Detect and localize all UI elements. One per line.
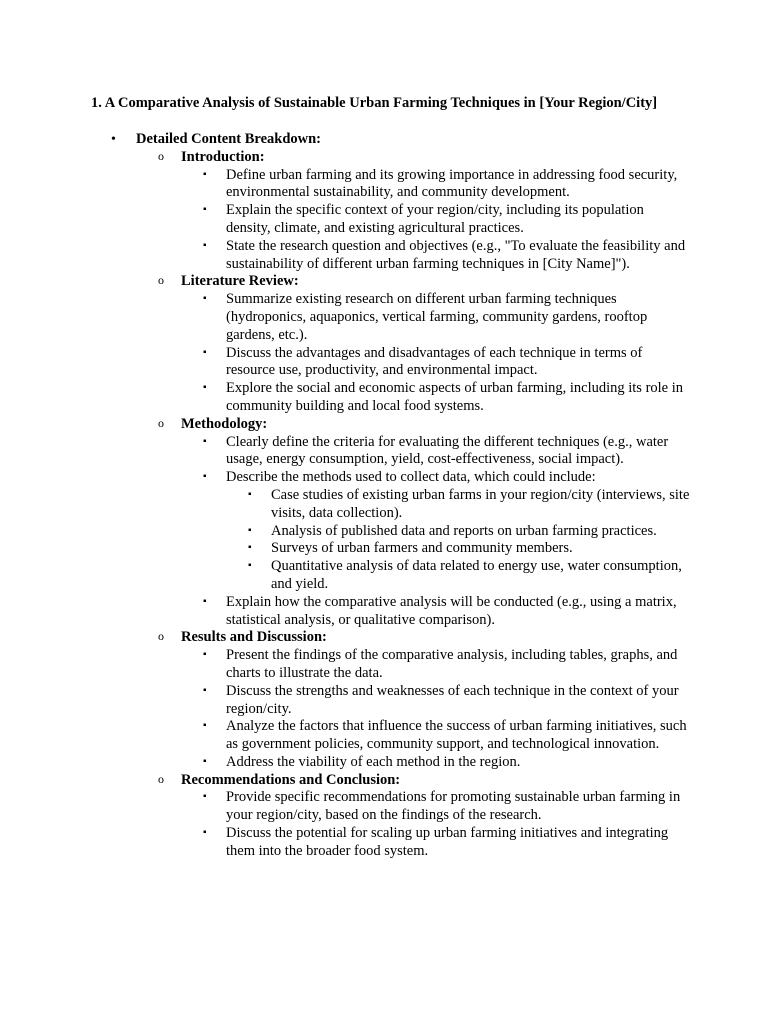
list-item bbox=[181, 291, 691, 344]
sections-list bbox=[136, 149, 691, 861]
list-item-text: Explain how the comparative analysis will be conducted (e.g., using a matrix, statistical analysis, or qualitative comparison). bbox=[226, 593, 677, 628]
list-item bbox=[181, 238, 691, 274]
square-bullet-icon: ▪ bbox=[203, 382, 207, 394]
square-bullet-icon: ▪ bbox=[203, 595, 207, 607]
document-title: 1. A Comparative Analysis of Sustainable Urban Farming Techniques in [Your Region/City] bbox=[91, 95, 658, 111]
square-bullet-icon: ▪ bbox=[203, 684, 207, 696]
square-bullet-icon: ▪ bbox=[248, 560, 252, 572]
list-item-text: Discuss the potential for scaling up urban farming initiatives and integrating them into the broader food system. bbox=[226, 825, 669, 859]
section-heading: Results and Discussion: bbox=[181, 629, 327, 646]
section-item bbox=[136, 149, 691, 274]
square-bullet-icon: ▪ bbox=[203, 346, 207, 358]
list-item-text: Address the viability of each method in the region. bbox=[226, 753, 521, 770]
list-item-text: Define urban farming and its growing importance in addressing food security, environmental sustainability, and community development. bbox=[226, 166, 678, 201]
sub-list-item-text: Case studies of existing urban farms in your region/city (interviews, site visits, data collection). bbox=[271, 486, 690, 521]
square-bullet-icon: ▪ bbox=[203, 720, 207, 732]
list-item-text: State the research question and objectives (e.g., "To evaluate the feasibility and sustainability of different urban farming techniques in [City Name]"). bbox=[226, 237, 686, 272]
section-heading: Literature Review: bbox=[181, 273, 299, 290]
list-item-text: Present the findings of the comparative analysis, including tables, graphs, and charts to illustrate the data. bbox=[226, 647, 678, 681]
list-item-text: Discuss the advantages and disadvantages of each technique in terms of resource use, productivity, and environmental impact. bbox=[226, 344, 643, 379]
list-item bbox=[181, 789, 691, 825]
document-page bbox=[91, 94, 691, 861]
list-item bbox=[181, 167, 691, 203]
list-item-text: Explore the social and economic aspects of urban farming, including its role in community building and local food systems. bbox=[226, 380, 684, 414]
list-item-text: Explain the specific context of your region/city, including its population density, climate, and existing agricultural practices. bbox=[226, 202, 644, 236]
list-item-text: Summarize existing research on different urban farming techniques (hydroponics, aquaponics, vertical farming, community gardens, rooftop gardens, etc.). bbox=[226, 291, 648, 343]
list-item-text: Provide specific recommendations for promoting sustainable urban farming in your region/city, based on the findings of the research. bbox=[226, 789, 681, 824]
section-heading: Introduction: bbox=[181, 148, 265, 165]
sub-list-item bbox=[226, 540, 691, 558]
circle-bullet-icon: o bbox=[158, 771, 164, 786]
list-item bbox=[181, 345, 691, 381]
section-items-list bbox=[181, 167, 691, 274]
sub-list-item-text: Surveys of urban farmers and community members. bbox=[271, 540, 573, 557]
list-item bbox=[181, 825, 691, 861]
square-bullet-icon: ▪ bbox=[203, 168, 207, 180]
outline-list bbox=[91, 131, 691, 861]
section-item bbox=[136, 416, 691, 630]
square-bullet-icon: ▪ bbox=[203, 204, 207, 216]
section-item bbox=[136, 629, 691, 771]
list-item bbox=[181, 594, 691, 630]
square-bullet-icon: ▪ bbox=[248, 488, 252, 500]
section-items-list bbox=[181, 647, 691, 772]
breakdown-item bbox=[91, 131, 691, 861]
list-item bbox=[181, 202, 691, 238]
section-items-list bbox=[181, 291, 691, 416]
list-item-text: Discuss the strengths and weaknesses of each technique in the context of your region/city. bbox=[226, 682, 679, 717]
sub-list-item bbox=[226, 523, 691, 541]
square-bullet-icon: ▪ bbox=[203, 239, 207, 251]
circle-bullet-icon: o bbox=[158, 273, 164, 288]
square-bullet-icon: ▪ bbox=[203, 471, 207, 483]
list-item bbox=[181, 469, 691, 594]
square-bullet-icon: ▪ bbox=[203, 827, 207, 839]
list-item bbox=[181, 683, 691, 719]
list-item bbox=[181, 718, 691, 754]
section-items-list bbox=[181, 434, 691, 630]
list-item bbox=[181, 434, 691, 470]
sub-list-item bbox=[226, 558, 691, 594]
circle-bullet-icon: o bbox=[158, 415, 164, 430]
square-bullet-icon: ▪ bbox=[203, 293, 207, 305]
square-bullet-icon: ▪ bbox=[248, 524, 252, 536]
list-item-text: Clearly define the criteria for evaluating the different techniques (e.g., water usage, energy consumption, yield, cost-effectiveness, social impact). bbox=[226, 433, 669, 468]
square-bullet-icon: ▪ bbox=[203, 435, 207, 447]
square-bullet-icon: ▪ bbox=[203, 649, 207, 661]
sub-list-item bbox=[226, 487, 691, 523]
square-bullet-icon: ▪ bbox=[248, 542, 252, 554]
disc-bullet-icon: • bbox=[111, 132, 116, 147]
list-item bbox=[181, 647, 691, 683]
section-heading: Methodology: bbox=[181, 415, 268, 432]
list-item bbox=[181, 754, 691, 772]
sub-list-item-text: Quantitative analysis of data related to energy use, water consumption, and yield. bbox=[271, 558, 682, 592]
circle-bullet-icon: o bbox=[158, 148, 164, 163]
list-item bbox=[181, 380, 691, 416]
section-item bbox=[136, 772, 691, 861]
list-item-text: Analyze the factors that influence the success of urban farming initiatives, such as government policies, community support, and technological innovation. bbox=[226, 718, 687, 753]
breakdown-label: Detailed Content Breakdown: bbox=[136, 131, 322, 147]
section-item bbox=[136, 273, 691, 415]
circle-bullet-icon: o bbox=[158, 629, 164, 644]
list-item-text: Describe the methods used to collect data, which could include: bbox=[226, 469, 596, 486]
square-bullet-icon: ▪ bbox=[203, 755, 207, 767]
sub-items-list bbox=[226, 487, 691, 594]
square-bullet-icon: ▪ bbox=[203, 791, 207, 803]
section-heading: Recommendations and Conclusion: bbox=[181, 771, 401, 788]
sub-list-item-text: Analysis of published data and reports on urban farming practices. bbox=[271, 522, 657, 539]
section-items-list bbox=[181, 789, 691, 860]
